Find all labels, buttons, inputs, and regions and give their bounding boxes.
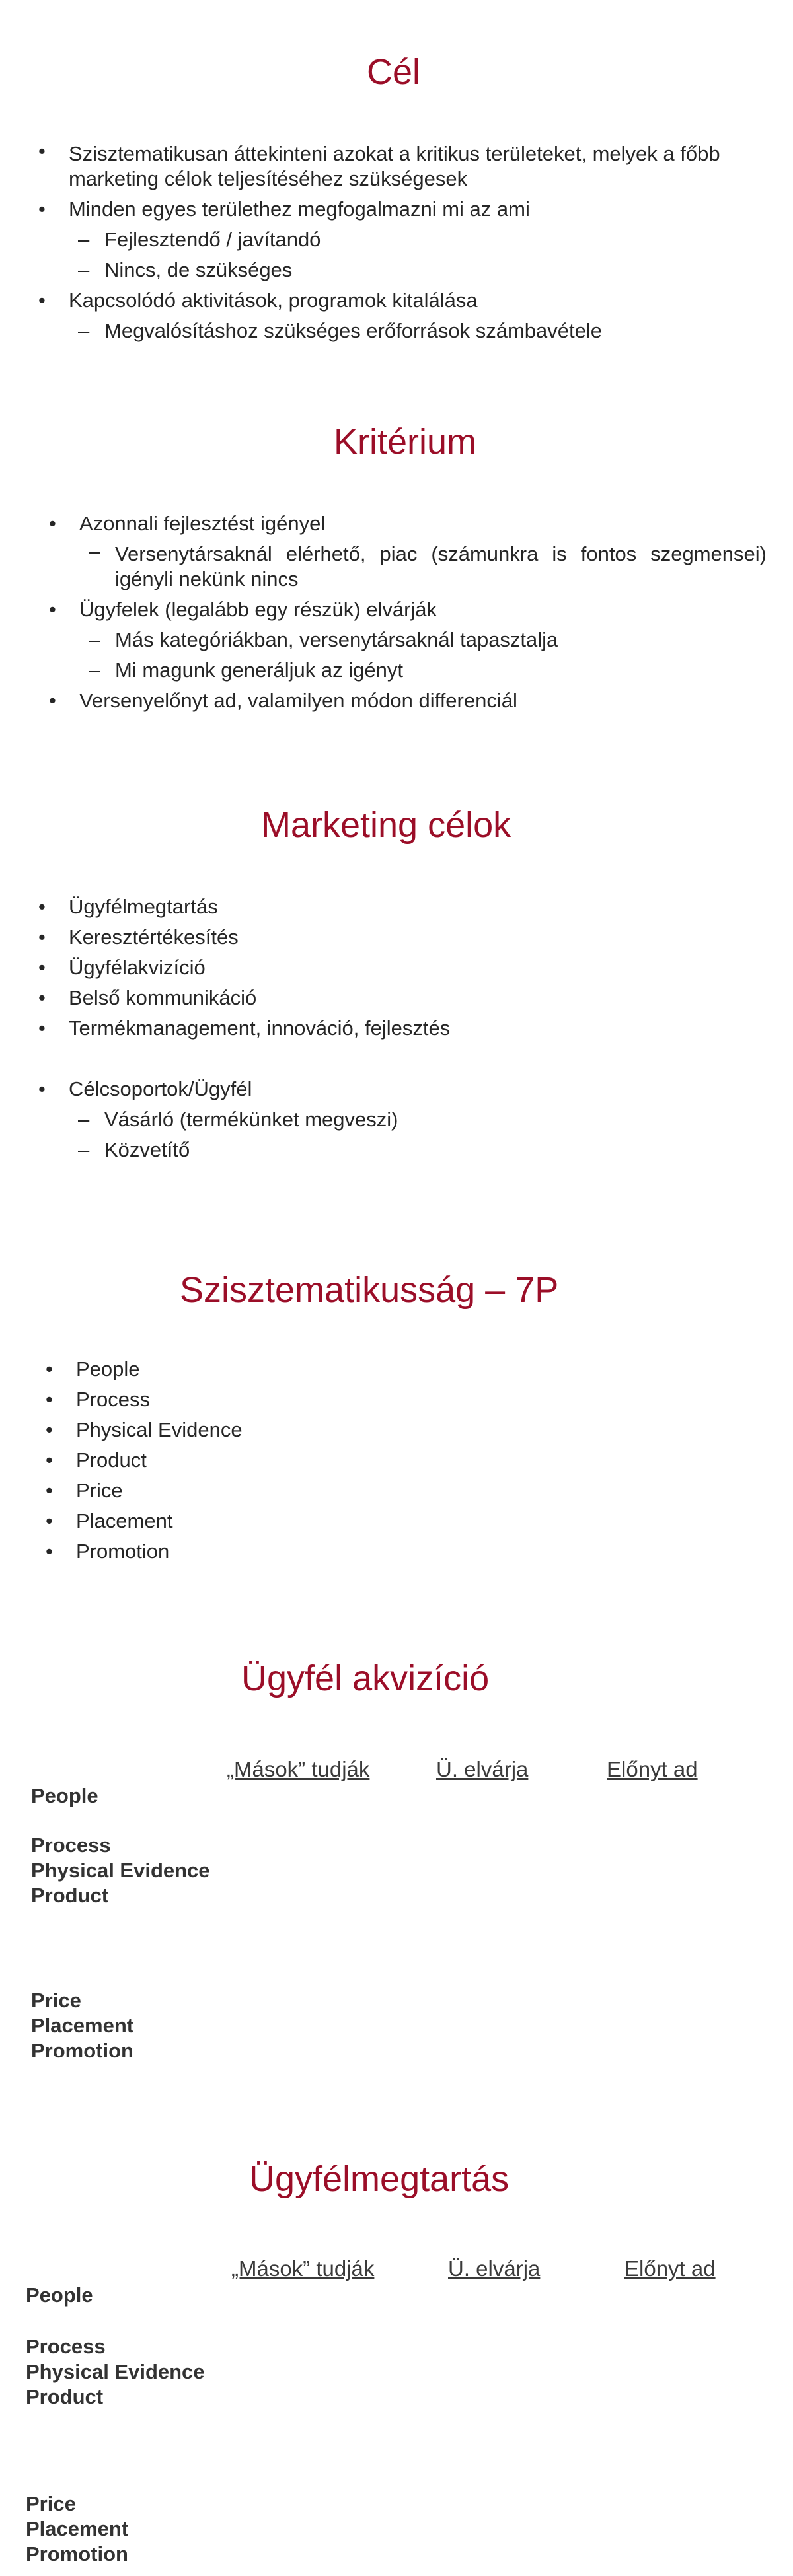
row-label-placement: Placement bbox=[26, 2517, 129, 2540]
bullet-item: • Physical Evidence bbox=[76, 1415, 763, 1445]
sub-bullet-item: – Más kategóriákban, versenytársaknál tapasztalja bbox=[79, 625, 767, 655]
column-header-u-elvarja: Ü. elvárja bbox=[448, 2256, 541, 2281]
row-label-physical-evidence: Physical Evidence bbox=[31, 1859, 210, 1882]
row-label-product: Product bbox=[26, 2385, 104, 2408]
sub-bullet-item: – Nincs, de szükséges bbox=[69, 255, 769, 285]
row-label-people: People bbox=[31, 1784, 98, 1807]
bullet-item: • Kapcsolódó aktivitások, programok kitalálása bbox=[69, 285, 769, 316]
slide-kriterium bbox=[0, 396, 793, 779]
row-label-price: Price bbox=[26, 2492, 76, 2515]
sub-bullet-item: – Vásárló (termékünket megveszi) bbox=[69, 1104, 769, 1135]
bullet-item: • Placement bbox=[76, 1506, 763, 1536]
slide-marketing-celok bbox=[0, 779, 793, 1255]
slide-7p bbox=[0, 1255, 793, 1625]
bullet-item: • Ügyfélakvizíció bbox=[69, 952, 769, 983]
bullet-item: • Szisztematikusan áttekinteni azokat a kritikus területeket, melyek a főbb marketing célok teljesítéséhez szükségesek bbox=[69, 139, 769, 194]
slide-title: Szisztematikusság – 7P bbox=[180, 1270, 559, 1310]
bullet-item: • Promotion bbox=[76, 1536, 763, 1567]
slide-cel bbox=[0, 0, 793, 396]
slide-title: Kritérium bbox=[334, 422, 477, 462]
row-label-placement: Placement bbox=[31, 2014, 134, 2037]
bullet-item: • Ügyfélmegtartás bbox=[69, 892, 769, 922]
column-header-elonyt-ad: Előnyt ad bbox=[624, 2256, 716, 2281]
slide-title: Marketing célok bbox=[261, 805, 511, 845]
bullet-list bbox=[69, 139, 769, 346]
bullet-item: • Minden egyes területhez megfogalmazni mi az ami bbox=[69, 194, 769, 225]
bullet-item: • Product bbox=[76, 1445, 763, 1476]
column-header-masok-tudjak: „Mások” tudják bbox=[227, 1757, 370, 1781]
row-label-promotion: Promotion bbox=[26, 2542, 128, 2565]
column-header-masok-tudjak: „Mások” tudják bbox=[231, 2256, 375, 2281]
bullet-list bbox=[69, 892, 769, 1165]
row-label-physical-evidence: Physical Evidence bbox=[26, 2360, 205, 2383]
bullet-item: • Belső kommunikáció bbox=[69, 983, 769, 1013]
bullet-list bbox=[76, 1354, 763, 1567]
row-label-process: Process bbox=[26, 2335, 106, 2358]
bullet-item: • Keresztértékesítés bbox=[69, 922, 769, 952]
slide-title: Cél bbox=[367, 52, 421, 92]
sub-bullet-item: – Fejlesztendő / javítandó bbox=[69, 225, 769, 255]
column-header-u-elvarja: Ü. elvárja bbox=[436, 1757, 529, 1781]
bullet-item: • Célcsoportok/Ügyfél bbox=[69, 1074, 769, 1104]
bullet-item: • Price bbox=[76, 1476, 763, 1506]
bullet-item: • Process bbox=[76, 1384, 763, 1415]
column-header-elonyt-ad: Előnyt ad bbox=[607, 1757, 698, 1781]
sub-bullet-item: – Versenytársaknál elérhető, piac (számunkra is fontos szegmensei) igényli nekünk nincs bbox=[79, 539, 767, 594]
bullet-item: • Azonnali fejlesztést igényel bbox=[79, 509, 767, 539]
slide-ugyfelmegtartas bbox=[0, 2127, 793, 2576]
row-label-product: Product bbox=[31, 1884, 109, 1907]
slide-ugyfel-akvizicio bbox=[0, 1625, 793, 2127]
slide-title: Ügyfélmegtartás bbox=[249, 2159, 510, 2199]
sub-bullet-item: – Megvalósításhoz szükséges erőforrások számbavétele bbox=[69, 316, 769, 346]
slide-title: Ügyfél akvizíció bbox=[241, 1659, 490, 1698]
sub-bullet-item: – Mi magunk generáljuk az igényt bbox=[79, 655, 767, 686]
row-label-people: People bbox=[26, 2283, 93, 2307]
bullet-item: • People bbox=[76, 1354, 763, 1384]
sub-bullet-item: – Közvetítő bbox=[69, 1135, 769, 1165]
list-gap bbox=[69, 1044, 769, 1074]
row-label-process: Process bbox=[31, 1834, 111, 1857]
bullet-item: • Versenyelőnyt ad, valamilyen módon differenciál bbox=[79, 686, 767, 716]
bullet-list bbox=[79, 509, 767, 716]
bullet-item: • Ügyfelek (legalább egy részük) elvárják bbox=[79, 594, 767, 625]
row-label-price: Price bbox=[31, 1989, 81, 2012]
row-label-promotion: Promotion bbox=[31, 2039, 133, 2062]
bullet-item: • Termékmanagement, innováció, fejlesztés bbox=[69, 1013, 769, 1044]
